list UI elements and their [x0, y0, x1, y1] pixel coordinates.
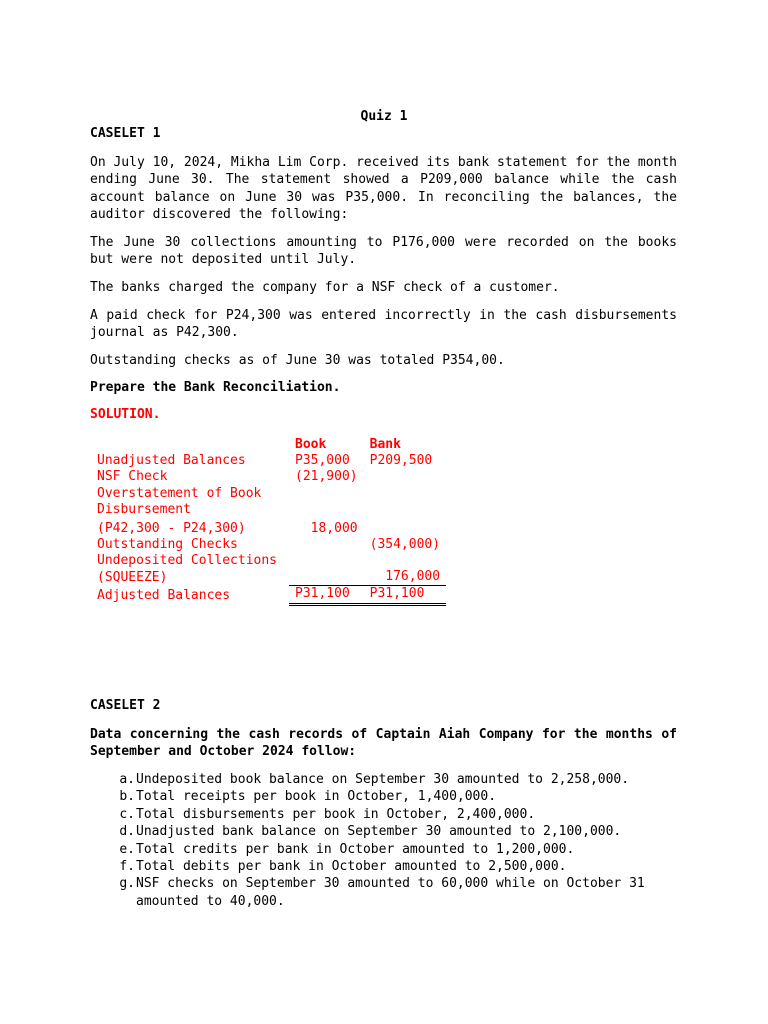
table-row: [91, 518, 446, 537]
list-item-text: Total disbursements per book in October, 2,400,000.: [136, 806, 536, 822]
table-row: [91, 586, 446, 604]
caselet2-heading: CASELET 2: [90, 698, 161, 713]
row-label-adjusted: Adjusted Balances: [97, 587, 231, 603]
list-item-text: Total debits per bank in October amounted to 2,500,000.: [136, 859, 567, 875]
table-header-row: [91, 437, 446, 453]
list-marker: e.: [119, 841, 135, 857]
bank-reconciliation-table: [91, 437, 446, 606]
list-marker: g.: [119, 876, 135, 892]
list-marker: c.: [119, 806, 135, 822]
cell-bank-undeposited: 176,000: [385, 569, 441, 585]
list-item: [90, 823, 690, 840]
list-item: [90, 875, 690, 910]
row-label-overstatement: Overstatement of Book Disbursement: [97, 485, 262, 517]
cell-book-unadjusted: P35,000: [295, 453, 350, 469]
list-item: [90, 841, 690, 858]
row-label-unadjusted: Unadjusted Balances: [97, 453, 246, 469]
row-label-outstanding: Outstanding Checks: [97, 537, 238, 553]
caselet1-item-outstanding: Outstanding checks as of June 30 was totaled P354,00.: [90, 353, 505, 368]
caselet1-item-paid-check: A paid check for P24,300 was entered incorrectly in the cash disbursements journal as P42,300.: [90, 308, 677, 341]
book-column-header: Book: [295, 437, 327, 452]
table-row: [91, 469, 446, 485]
caselet2-intro: Data concerning the cash records of Captain Aiah Company for the months of September and October 2024 follow:: [90, 727, 677, 760]
cell-bank-overstatement: [364, 486, 446, 518]
row-label-nsf: NSF Check: [97, 469, 168, 485]
cell-book-nsf: (21,900): [295, 469, 358, 485]
cell-book-outstanding: [289, 537, 364, 553]
list-item: [90, 788, 690, 805]
caselet1-item-collections: The June 30 collections amounting to P176,000 were recorded on the books but were not deposited until July.: [90, 235, 677, 268]
table-row: [91, 553, 446, 585]
list-marker: a.: [119, 772, 135, 787]
cell-bank-outstanding: (354,000): [369, 537, 441, 553]
row-label-difference: (P42,300 - P24,300): [97, 521, 246, 537]
list-item: [90, 806, 690, 823]
list-marker: d.: [119, 824, 135, 840]
list-item-text: Undeposited book balance on September 30 amounted to 2,258,000.: [136, 772, 630, 787]
list-marker: b.: [119, 789, 135, 805]
list-marker: f.: [119, 859, 135, 875]
cell-bank-difference: [364, 518, 446, 537]
row-label-undeposited: Undeposited Collections (SQUEEZE): [97, 553, 278, 585]
cell-bank-unadjusted: P209,500: [369, 453, 433, 469]
list-item-text: Unadjusted bank balance on September 30 amounted to 2,100,000.: [136, 824, 622, 840]
table-row: [91, 453, 446, 469]
cell-book-adjusted: P31,100: [289, 586, 364, 604]
caselet2-data-list: [90, 771, 690, 910]
caselet1-instruction: Prepare the Bank Reconciliation.: [90, 380, 341, 395]
caselet1-heading: CASELET 1: [90, 126, 161, 141]
table-row: [91, 486, 446, 518]
page-title: Quiz 1: [360, 109, 408, 124]
list-item: [90, 858, 690, 875]
cell-bank-nsf: [364, 469, 446, 485]
list-item-text: Total receipts per book in October, 1,400,000.: [136, 789, 497, 805]
table-row: [91, 537, 446, 553]
cell-bank-adjusted: P31,100: [364, 586, 446, 604]
list-item: [90, 771, 690, 788]
cell-book-difference: 18,000: [310, 521, 358, 537]
solution-label: SOLUTION.: [90, 407, 161, 422]
caselet1-item-nsf: The banks charged the company for a NSF check of a customer.: [90, 280, 560, 295]
list-item-text: NSF checks on September 30 amounted to 60,000 while on October 31 amounted to 40,000.: [136, 876, 645, 909]
bank-column-header: Bank: [369, 437, 401, 452]
cell-book-overstatement: [289, 486, 364, 518]
list-item-text: Total credits per bank in October amounted to 1,200,000.: [136, 841, 575, 857]
caselet1-intro: On July 10, 2024, Mikha Lim Corp. received its bank statement for the month ending June 30. The statement showed a P209,000 balance while the cash account balance on June 30 was P35,000. In reconciling the balances, the auditor discovered the following:: [90, 155, 677, 223]
cell-book-undeposited: [289, 553, 364, 585]
